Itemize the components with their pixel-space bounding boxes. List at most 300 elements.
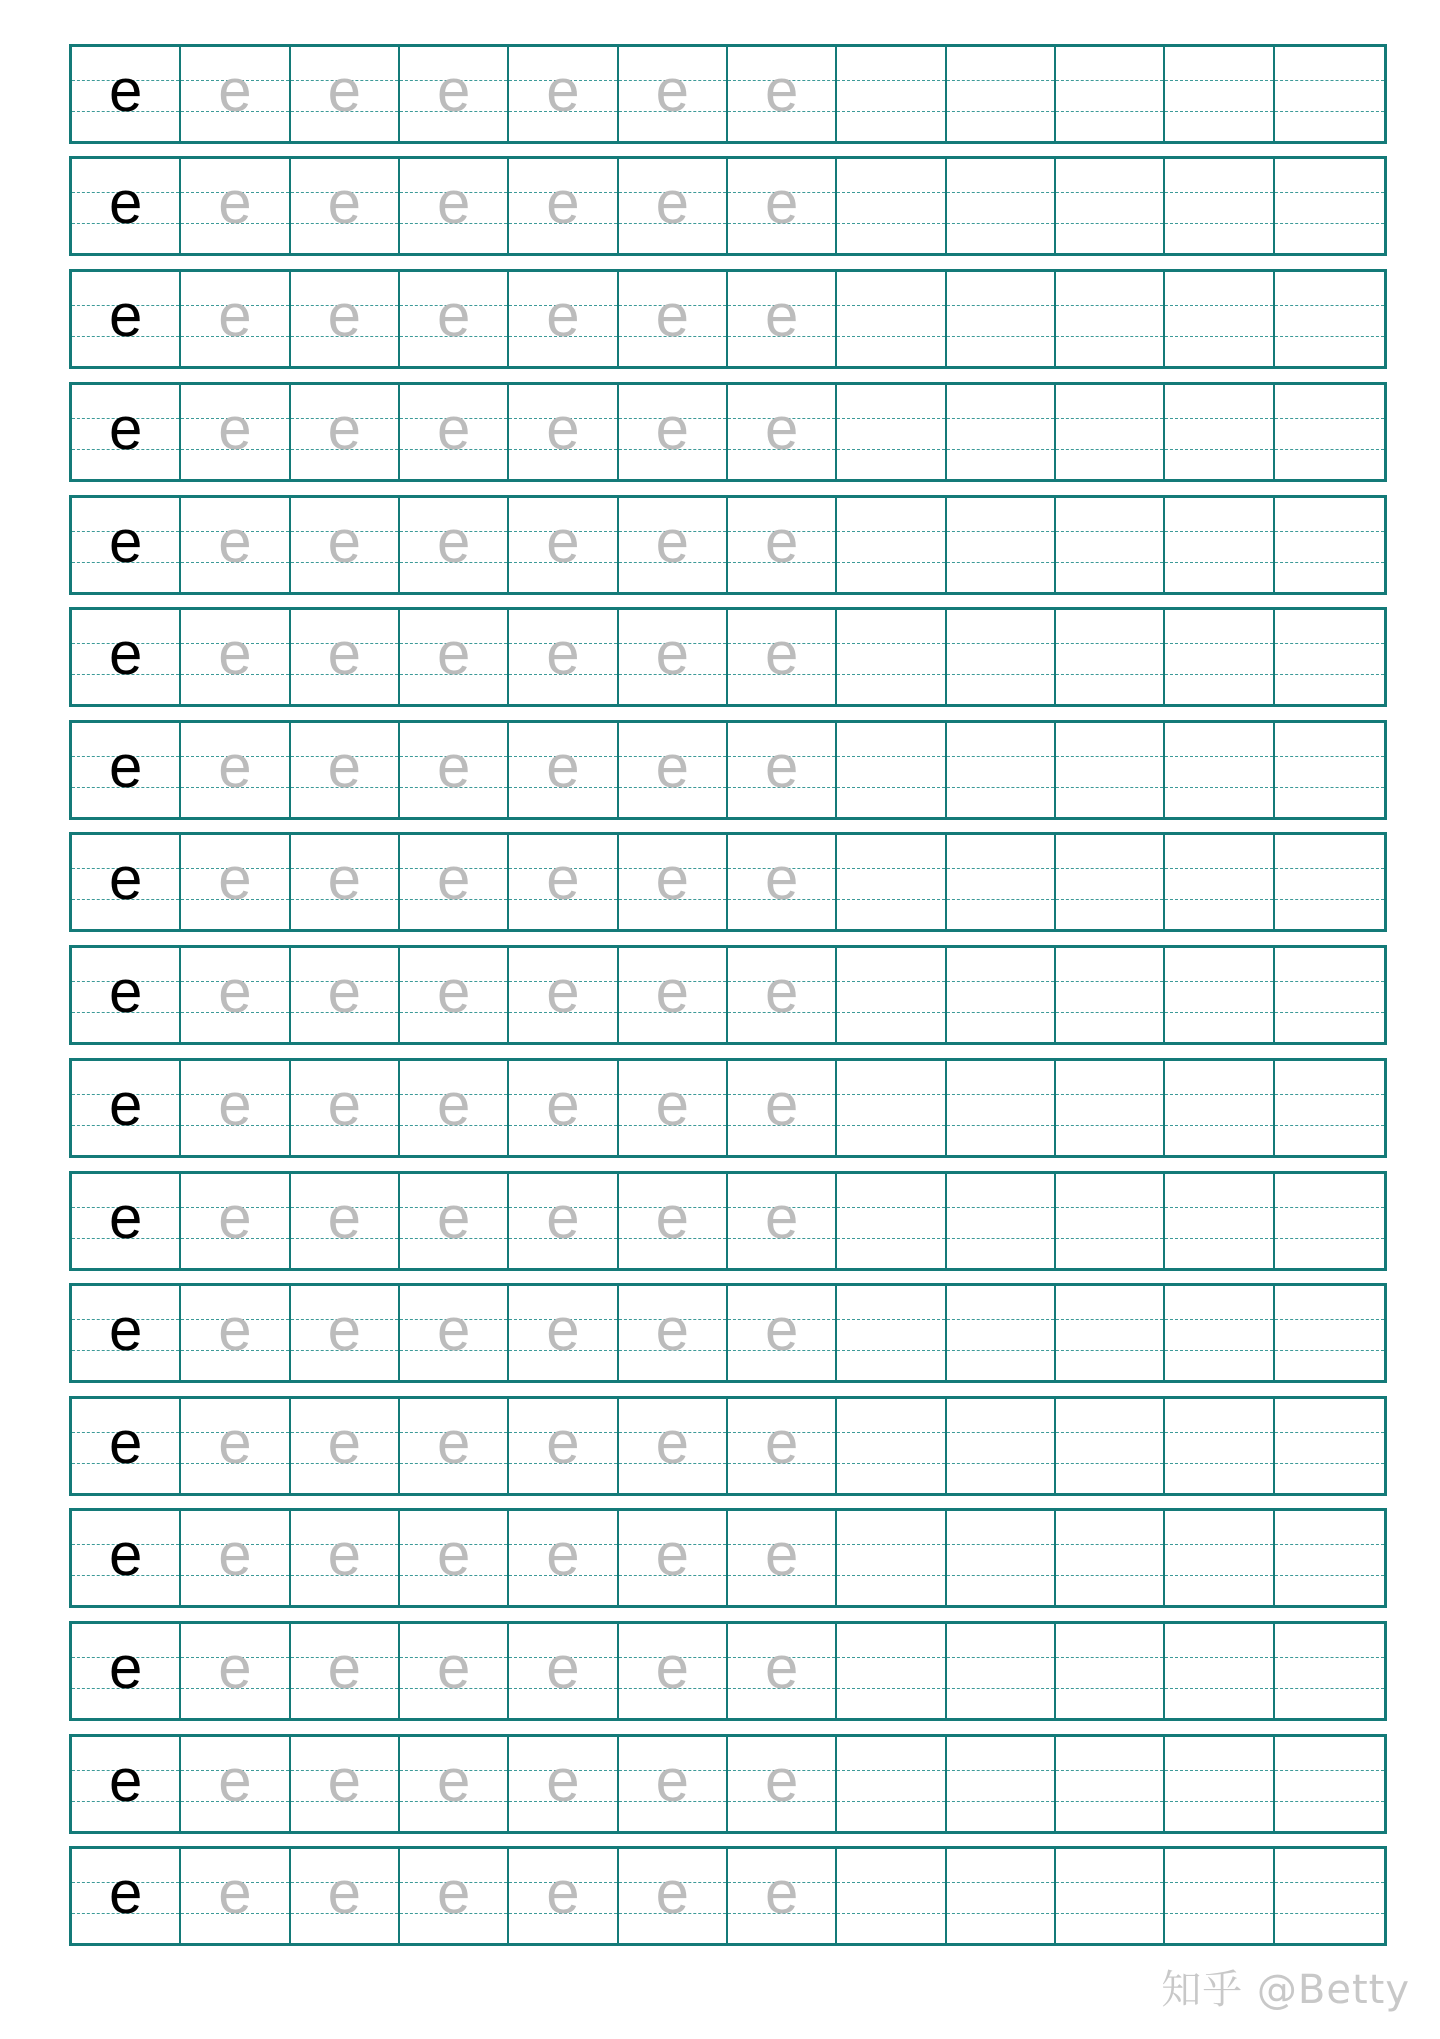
blank-cell xyxy=(947,948,1056,1042)
blank-cell xyxy=(947,835,1056,929)
guide-line xyxy=(837,562,944,563)
trace-cell xyxy=(400,1849,509,1943)
trace-letter: e xyxy=(655,1859,689,1926)
trace-letter: e xyxy=(655,620,689,687)
blank-cell xyxy=(837,1737,946,1831)
model-cell xyxy=(72,1737,181,1831)
trace-letter: e xyxy=(436,169,471,236)
guide-line xyxy=(1165,674,1272,675)
trace-letter: e xyxy=(546,1634,580,1701)
trace-cell xyxy=(181,159,290,253)
blank-cell xyxy=(947,1624,1056,1718)
guide-line xyxy=(1056,868,1163,869)
blank-cell xyxy=(1056,1399,1165,1493)
guide-line xyxy=(1056,1688,1163,1689)
guide-line xyxy=(1275,1913,1384,1914)
guide-line xyxy=(837,223,944,224)
guide-line xyxy=(1165,1463,1272,1464)
trace-letter: e xyxy=(655,1296,689,1363)
guide-line xyxy=(1275,1094,1384,1095)
trace-letter: e xyxy=(436,1747,471,1814)
model-cell xyxy=(72,835,181,929)
guide-line xyxy=(947,418,1054,419)
guide-line xyxy=(947,1801,1054,1802)
blank-cell xyxy=(947,1286,1056,1380)
trace-cell xyxy=(619,1061,728,1155)
guide-line xyxy=(1165,1350,1272,1351)
guide-line xyxy=(837,1012,944,1013)
trace-cell xyxy=(728,1174,837,1268)
trace-letter: e xyxy=(218,395,252,462)
trace-cell xyxy=(400,159,509,253)
blank-cell xyxy=(837,723,946,817)
model-cell xyxy=(72,1061,181,1155)
guide-line xyxy=(1056,1463,1163,1464)
trace-cell xyxy=(400,723,509,817)
guide-line xyxy=(1056,899,1163,900)
guide-line xyxy=(837,1319,944,1320)
guide-line xyxy=(1056,787,1163,788)
guide-line xyxy=(1056,1432,1163,1433)
trace-letter: e xyxy=(546,169,580,236)
guide-line xyxy=(947,1770,1054,1771)
trace-letter: e xyxy=(218,1071,252,1138)
guide-line xyxy=(1056,1657,1163,1658)
trace-letter: e xyxy=(218,958,252,1025)
guide-line xyxy=(1165,562,1272,563)
trace-letter: e xyxy=(436,1859,471,1926)
trace-letter: e xyxy=(436,620,471,687)
trace-cell xyxy=(619,948,728,1042)
trace-cell xyxy=(181,1061,290,1155)
trace-letter: e xyxy=(764,620,799,687)
trace-letter: e xyxy=(436,733,471,800)
trace-letter: e xyxy=(764,958,799,1025)
model-cell xyxy=(72,1511,181,1605)
guide-line xyxy=(1275,1012,1384,1013)
guide-line xyxy=(1056,449,1163,450)
guide-line xyxy=(1056,1544,1163,1545)
guide-line xyxy=(947,787,1054,788)
trace-cell xyxy=(619,1511,728,1605)
trace-letter: e xyxy=(327,1071,361,1138)
model-cell xyxy=(72,948,181,1042)
guide-line xyxy=(1056,756,1163,757)
blank-cell xyxy=(1056,1737,1165,1831)
trace-cell xyxy=(291,948,400,1042)
blank-cell xyxy=(837,1174,946,1268)
blank-cell xyxy=(837,1849,946,1943)
blank-cell xyxy=(1056,1286,1165,1380)
guide-line xyxy=(1275,981,1384,982)
trace-letter: e xyxy=(655,733,689,800)
trace-cell xyxy=(619,1737,728,1831)
trace-cell xyxy=(728,948,837,1042)
blank-cell xyxy=(1275,1849,1384,1943)
trace-cell xyxy=(291,1849,400,1943)
blank-cell xyxy=(1056,272,1165,366)
model-cell xyxy=(72,1624,181,1718)
guide-line xyxy=(1165,1770,1272,1771)
trace-letter: e xyxy=(546,57,580,124)
trace-letter: e xyxy=(218,845,252,912)
guide-line xyxy=(1275,1207,1384,1208)
blank-cell xyxy=(1056,835,1165,929)
trace-letter: e xyxy=(546,1859,580,1926)
guide-line xyxy=(1165,449,1272,450)
model-letter: e xyxy=(108,169,143,236)
model-letter: e xyxy=(108,1521,143,1588)
guide-line xyxy=(1275,1770,1384,1771)
trace-cell xyxy=(181,47,290,141)
trace-cell xyxy=(728,610,837,704)
trace-letter: e xyxy=(218,169,252,236)
guide-line xyxy=(947,305,1054,306)
trace-cell xyxy=(619,610,728,704)
guide-line xyxy=(1275,1432,1384,1433)
blank-cell xyxy=(1165,948,1274,1042)
guide-line xyxy=(837,80,944,81)
trace-cell xyxy=(181,1737,290,1831)
guide-line xyxy=(947,981,1054,982)
blank-cell xyxy=(1275,498,1384,592)
blank-cell xyxy=(947,610,1056,704)
guide-line xyxy=(1275,1575,1384,1576)
trace-cell xyxy=(291,835,400,929)
guide-line xyxy=(947,1688,1054,1689)
trace-cell xyxy=(728,1849,837,1943)
blank-cell xyxy=(837,1511,946,1605)
guide-line xyxy=(837,449,944,450)
trace-cell xyxy=(181,1624,290,1718)
blank-cell xyxy=(1165,272,1274,366)
trace-letter: e xyxy=(546,282,580,349)
guide-line xyxy=(947,531,1054,532)
trace-letter: e xyxy=(218,1296,252,1363)
guide-line xyxy=(1165,336,1272,337)
trace-cell xyxy=(291,47,400,141)
guide-line xyxy=(947,1319,1054,1320)
guide-line xyxy=(1056,1882,1163,1883)
guide-line xyxy=(837,1801,944,1802)
trace-cell xyxy=(291,1511,400,1605)
trace-letter: e xyxy=(436,395,471,462)
model-cell xyxy=(72,610,181,704)
guide-line xyxy=(1056,223,1163,224)
practice-row xyxy=(69,1846,1387,1946)
blank-cell xyxy=(1165,47,1274,141)
blank-cell xyxy=(1275,1399,1384,1493)
guide-line xyxy=(947,1350,1054,1351)
trace-cell xyxy=(181,723,290,817)
trace-cell xyxy=(509,498,618,592)
trace-letter: e xyxy=(655,508,689,575)
guide-line xyxy=(1275,643,1384,644)
trace-cell xyxy=(509,1061,618,1155)
trace-letter: e xyxy=(327,395,361,462)
trace-letter: e xyxy=(546,1071,580,1138)
guide-line xyxy=(1275,868,1384,869)
trace-letter: e xyxy=(436,845,471,912)
guide-line xyxy=(1056,1094,1163,1095)
trace-letter: e xyxy=(218,1859,252,1926)
guide-line xyxy=(837,336,944,337)
blank-cell xyxy=(1275,385,1384,479)
trace-cell xyxy=(181,948,290,1042)
blank-cell xyxy=(1165,723,1274,817)
trace-letter: e xyxy=(546,958,580,1025)
blank-cell xyxy=(1275,835,1384,929)
trace-letter: e xyxy=(218,1747,252,1814)
trace-letter: e xyxy=(327,1859,361,1926)
blank-cell xyxy=(947,1737,1056,1831)
trace-cell xyxy=(181,385,290,479)
practice-row xyxy=(69,156,1387,256)
trace-letter: e xyxy=(655,282,689,349)
trace-letter: e xyxy=(436,958,471,1025)
guide-line xyxy=(1275,223,1384,224)
guide-line xyxy=(947,1913,1054,1914)
trace-letter: e xyxy=(546,1521,580,1588)
guide-line xyxy=(1056,1350,1163,1351)
blank-cell xyxy=(1165,1174,1274,1268)
guide-line xyxy=(1275,80,1384,81)
blank-cell xyxy=(1056,723,1165,817)
trace-letter: e xyxy=(764,282,799,349)
trace-letter: e xyxy=(655,958,689,1025)
guide-line xyxy=(837,1544,944,1545)
trace-cell xyxy=(291,272,400,366)
trace-cell xyxy=(400,1511,509,1605)
blank-cell xyxy=(1165,1399,1274,1493)
model-letter: e xyxy=(108,733,143,800)
guide-line xyxy=(1056,981,1163,982)
guide-line xyxy=(837,1575,944,1576)
blank-cell xyxy=(1165,1624,1274,1718)
blank-cell xyxy=(1056,610,1165,704)
blank-cell xyxy=(1165,1286,1274,1380)
blank-cell xyxy=(1275,47,1384,141)
guide-line xyxy=(1275,1350,1384,1351)
model-cell xyxy=(72,498,181,592)
guide-line xyxy=(1165,1801,1272,1802)
trace-cell xyxy=(509,1624,618,1718)
guide-line xyxy=(1275,1688,1384,1689)
trace-cell xyxy=(400,1399,509,1493)
blank-cell xyxy=(1275,1174,1384,1268)
practice-row xyxy=(69,832,1387,932)
blank-cell xyxy=(947,723,1056,817)
trace-cell xyxy=(619,498,728,592)
trace-cell xyxy=(400,498,509,592)
guide-line xyxy=(947,1882,1054,1883)
model-letter: e xyxy=(108,1409,143,1476)
trace-cell xyxy=(181,1511,290,1605)
guide-line xyxy=(837,1770,944,1771)
trace-cell xyxy=(181,1849,290,1943)
practice-row xyxy=(69,44,1387,144)
trace-letter: e xyxy=(218,1184,252,1251)
guide-line xyxy=(837,1238,944,1239)
guide-line xyxy=(1165,1432,1272,1433)
guide-line xyxy=(1165,223,1272,224)
trace-letter: e xyxy=(327,733,361,800)
trace-cell xyxy=(400,948,509,1042)
trace-cell xyxy=(509,47,618,141)
guide-line xyxy=(1056,80,1163,81)
guide-line xyxy=(1056,336,1163,337)
practice-row xyxy=(69,1171,1387,1271)
trace-cell xyxy=(181,498,290,592)
guide-line xyxy=(837,981,944,982)
guide-line xyxy=(1275,1657,1384,1658)
blank-cell xyxy=(947,47,1056,141)
guide-line xyxy=(1275,756,1384,757)
model-letter: e xyxy=(108,845,143,912)
blank-cell xyxy=(837,1624,946,1718)
trace-cell xyxy=(509,159,618,253)
guide-line xyxy=(837,868,944,869)
guide-line xyxy=(1275,1319,1384,1320)
trace-letter: e xyxy=(764,169,799,236)
guide-line xyxy=(837,192,944,193)
trace-letter: e xyxy=(764,1296,799,1363)
trace-letter: e xyxy=(546,1747,580,1814)
guide-line xyxy=(947,899,1054,900)
trace-cell xyxy=(400,272,509,366)
trace-cell xyxy=(619,159,728,253)
blank-cell xyxy=(947,1511,1056,1605)
blank-cell xyxy=(1165,1737,1274,1831)
model-cell xyxy=(72,1849,181,1943)
guide-line xyxy=(837,787,944,788)
blank-cell xyxy=(1275,1061,1384,1155)
model-letter: e xyxy=(108,282,143,349)
guide-line xyxy=(1165,1688,1272,1689)
blank-cell xyxy=(1056,1624,1165,1718)
guide-line xyxy=(1165,1913,1272,1914)
blank-cell xyxy=(1275,1624,1384,1718)
blank-cell xyxy=(947,159,1056,253)
trace-cell xyxy=(509,610,618,704)
trace-cell xyxy=(400,610,509,704)
guide-line xyxy=(1275,1544,1384,1545)
trace-letter: e xyxy=(436,1184,471,1251)
trace-letter: e xyxy=(655,845,689,912)
guide-line xyxy=(1056,111,1163,112)
trace-cell xyxy=(291,1737,400,1831)
blank-cell xyxy=(1056,1511,1165,1605)
model-letter: e xyxy=(108,620,143,687)
trace-cell xyxy=(181,610,290,704)
blank-cell xyxy=(1165,1849,1274,1943)
trace-cell xyxy=(181,835,290,929)
blank-cell xyxy=(1275,272,1384,366)
guide-line xyxy=(1056,531,1163,532)
guide-line xyxy=(1056,1012,1163,1013)
trace-cell xyxy=(728,1061,837,1155)
trace-letter: e xyxy=(764,1747,799,1814)
blank-cell xyxy=(1056,948,1165,1042)
guide-line xyxy=(837,899,944,900)
trace-cell xyxy=(181,1174,290,1268)
blank-cell xyxy=(1165,1061,1274,1155)
blank-cell xyxy=(1165,498,1274,592)
guide-line xyxy=(1275,1125,1384,1126)
guide-line xyxy=(1275,192,1384,193)
trace-cell xyxy=(509,272,618,366)
model-cell xyxy=(72,385,181,479)
model-letter: e xyxy=(108,1071,143,1138)
trace-cell xyxy=(728,835,837,929)
guide-line xyxy=(947,1238,1054,1239)
trace-letter: e xyxy=(436,1634,471,1701)
practice-row xyxy=(69,1283,1387,1383)
trace-cell xyxy=(509,835,618,929)
trace-cell xyxy=(400,1737,509,1831)
guide-line xyxy=(1165,305,1272,306)
trace-cell xyxy=(619,272,728,366)
guide-line xyxy=(1275,531,1384,532)
blank-cell xyxy=(947,272,1056,366)
blank-cell xyxy=(1275,610,1384,704)
blank-cell xyxy=(1275,948,1384,1042)
guide-line xyxy=(1275,305,1384,306)
guide-line xyxy=(837,1688,944,1689)
trace-letter: e xyxy=(436,1409,471,1476)
trace-letter: e xyxy=(655,1747,689,1814)
trace-cell xyxy=(619,1174,728,1268)
trace-letter: e xyxy=(655,169,689,236)
trace-letter: e xyxy=(218,508,252,575)
guide-line xyxy=(837,1913,944,1914)
blank-cell xyxy=(837,835,946,929)
guide-line xyxy=(837,1882,944,1883)
blank-cell xyxy=(947,1061,1056,1155)
trace-cell xyxy=(400,1061,509,1155)
blank-cell xyxy=(837,385,946,479)
trace-letter: e xyxy=(218,282,252,349)
trace-letter: e xyxy=(764,395,799,462)
guide-line xyxy=(1165,192,1272,193)
trace-letter: e xyxy=(764,1409,799,1476)
trace-cell xyxy=(509,1849,618,1943)
trace-cell xyxy=(619,1399,728,1493)
trace-cell xyxy=(509,1737,618,1831)
practice-row xyxy=(69,1734,1387,1834)
model-letter: e xyxy=(108,1184,143,1251)
trace-cell xyxy=(619,1286,728,1380)
trace-letter: e xyxy=(327,1521,361,1588)
trace-letter: e xyxy=(655,1071,689,1138)
guide-line xyxy=(837,674,944,675)
guide-line xyxy=(1165,643,1272,644)
trace-cell xyxy=(619,835,728,929)
trace-cell xyxy=(619,1624,728,1718)
blank-cell xyxy=(947,1399,1056,1493)
trace-letter: e xyxy=(327,958,361,1025)
trace-cell xyxy=(509,723,618,817)
trace-cell xyxy=(619,385,728,479)
guide-line xyxy=(1056,1207,1163,1208)
trace-cell xyxy=(728,723,837,817)
guide-line xyxy=(947,1657,1054,1658)
trace-letter: e xyxy=(764,1634,799,1701)
trace-letter: e xyxy=(436,1521,471,1588)
trace-cell xyxy=(728,1737,837,1831)
guide-line xyxy=(947,1463,1054,1464)
trace-cell xyxy=(728,272,837,366)
